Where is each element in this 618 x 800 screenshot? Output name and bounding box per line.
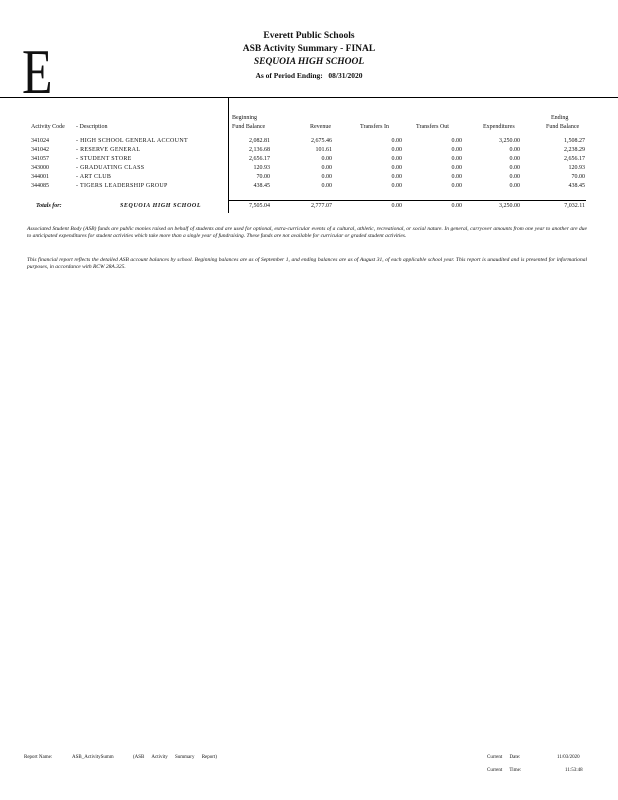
expenditures: 0.00 (509, 183, 520, 189)
expenditures: 3,250.00 (499, 138, 520, 144)
total-beginning-balance: 7,505.04 (249, 203, 270, 209)
footer-report-name: ASB_ActivitySumm (72, 755, 114, 760)
footer-current-date-label: Current Date: (487, 755, 521, 760)
activity-description: - GRADUATING CLASS (76, 165, 145, 171)
period-line (0, 69, 618, 82)
transfers-out: 0.00 (451, 165, 462, 171)
revenue: 0.00 (321, 174, 332, 180)
revenue: 0.00 (321, 165, 332, 171)
activity-code: 341057 (31, 156, 49, 162)
report-title: ASB Activity Summary - FINAL (242, 44, 376, 54)
col-description: - Description (76, 124, 108, 130)
totals-school: SEQUOIA HIGH SCHOOL (120, 203, 202, 209)
beginning-balance: 120.93 (253, 165, 270, 171)
total-transfers-out: 0.00 (451, 203, 462, 209)
beginning-balance: 2,136.68 (249, 147, 270, 153)
col-activity-code: Activity Code (31, 124, 65, 130)
expenditures: 0.00 (509, 147, 520, 153)
table-row (0, 137, 618, 146)
transfers-in: 0.00 (391, 183, 402, 189)
expenditures: 0.00 (509, 156, 520, 162)
logo-letter: E (22, 36, 53, 107)
col-ending-top: Ending (551, 115, 569, 121)
col-ending-bottom: Fund Balance (546, 124, 580, 130)
col-beginning-top: Beginning (232, 115, 257, 121)
activity-code: 344001 (31, 174, 49, 180)
total-transfers-in: 0.00 (391, 203, 402, 209)
ending-balance: 438.45 (568, 183, 585, 189)
transfers-in: 0.00 (391, 156, 402, 162)
total-expenditures: 3,250.00 (499, 203, 520, 209)
activity-description: - TIGERS LEADERSHIP GROUP (76, 183, 168, 189)
beginning-balance: 438.45 (253, 183, 270, 189)
activity-code: 343000 (31, 165, 49, 171)
col-transfers-in: Transfers In (360, 124, 389, 130)
header-divider (0, 97, 618, 98)
ending-balance: 2,656.17 (564, 156, 585, 162)
footer-current-time-label: Current Time: (487, 768, 522, 773)
footer-current-date: 11/03/2020 (557, 755, 580, 760)
period-date: 08/31/2020 (328, 71, 363, 80)
expenditures: 0.00 (509, 174, 520, 180)
totals-row (0, 202, 618, 211)
ending-balance: 1,508.27 (564, 138, 585, 144)
transfers-out: 0.00 (451, 147, 462, 153)
total-ending-balance: 7,032.11 (564, 203, 585, 209)
beginning-balance: 70.00 (256, 174, 270, 180)
revenue: 0.00 (321, 156, 332, 162)
total-revenue: 2,777.07 (311, 203, 332, 209)
table-row (0, 155, 618, 164)
revenue: 2,675.46 (311, 138, 332, 144)
report-header (0, 30, 618, 82)
activity-code: 341024 (31, 138, 49, 144)
table-row (0, 164, 618, 173)
transfers-in: 0.00 (391, 138, 402, 144)
col-transfers-out: Transfers Out (416, 124, 449, 130)
table-row (0, 146, 618, 155)
period-label: As of Period Ending: (255, 71, 323, 80)
transfers-out: 0.00 (451, 156, 462, 162)
activity-description: - STUDENT STORE (76, 156, 132, 162)
ending-balance: 120.93 (568, 165, 585, 171)
beginning-balance: 2,082.81 (249, 138, 270, 144)
note-paragraph-2: This financial report reflects the detailed ASB account balances by school. Beginning balances are as of September 1, and ending balances are as of August 31, of each applicable school year. This report is unaudited and is presented for informational purposes, in accordance with RCW 28A.325. (27, 257, 587, 270)
beginning-balance: 2,656.17 (249, 156, 270, 162)
activity-description: - RESERVE GENERAL (76, 147, 141, 153)
school-name: SEQUOIA HIGH SCHOOL (253, 57, 365, 67)
note-paragraph-1: Associated Student Body (ASB) funds are public monies raised on behalf of students and are used for optional, extra-curricular events of a cultural, athletic, recreational, or social nature. In general, carryover amounts from one year to another are due to anticipated expenditures for student activities which take more than a single year of fundraising. These funds are not available for curricular or graded student activities. (27, 226, 587, 239)
col-beginning-bottom: Fund Balance (232, 124, 266, 130)
transfers-in: 0.00 (391, 147, 402, 153)
transfers-in: 0.00 (391, 165, 402, 171)
totals-label: Totals for: (36, 203, 62, 209)
table-row (0, 182, 618, 191)
footer-current-time: 11:53:48 (565, 768, 583, 773)
footer-report-label: Report Name: (24, 755, 53, 760)
activity-description: - HIGH SCHOOL GENERAL ACCOUNT (76, 138, 188, 144)
col-revenue: Revenue (310, 124, 331, 130)
col-expenditures: Expenditures (483, 124, 515, 130)
transfers-out: 0.00 (451, 183, 462, 189)
totals-divider (228, 200, 586, 201)
expenditures: 0.00 (509, 165, 520, 171)
revenue: 0.00 (321, 183, 332, 189)
revenue: 101.61 (315, 147, 332, 153)
ending-balance: 70.00 (571, 174, 585, 180)
org-name: Everett Public Schools (263, 31, 355, 41)
activity-code: 341042 (31, 147, 49, 153)
table-row (0, 173, 618, 182)
activity-code: 344085 (31, 183, 49, 189)
activity-description: - ART CLUB (76, 174, 112, 180)
footer-report-desc: (ASB Activity Summary Report) (133, 755, 217, 760)
transfers-in: 0.00 (391, 174, 402, 180)
transfers-out: 0.00 (451, 138, 462, 144)
ending-balance: 2,238.29 (564, 147, 585, 153)
transfers-out: 0.00 (451, 174, 462, 180)
